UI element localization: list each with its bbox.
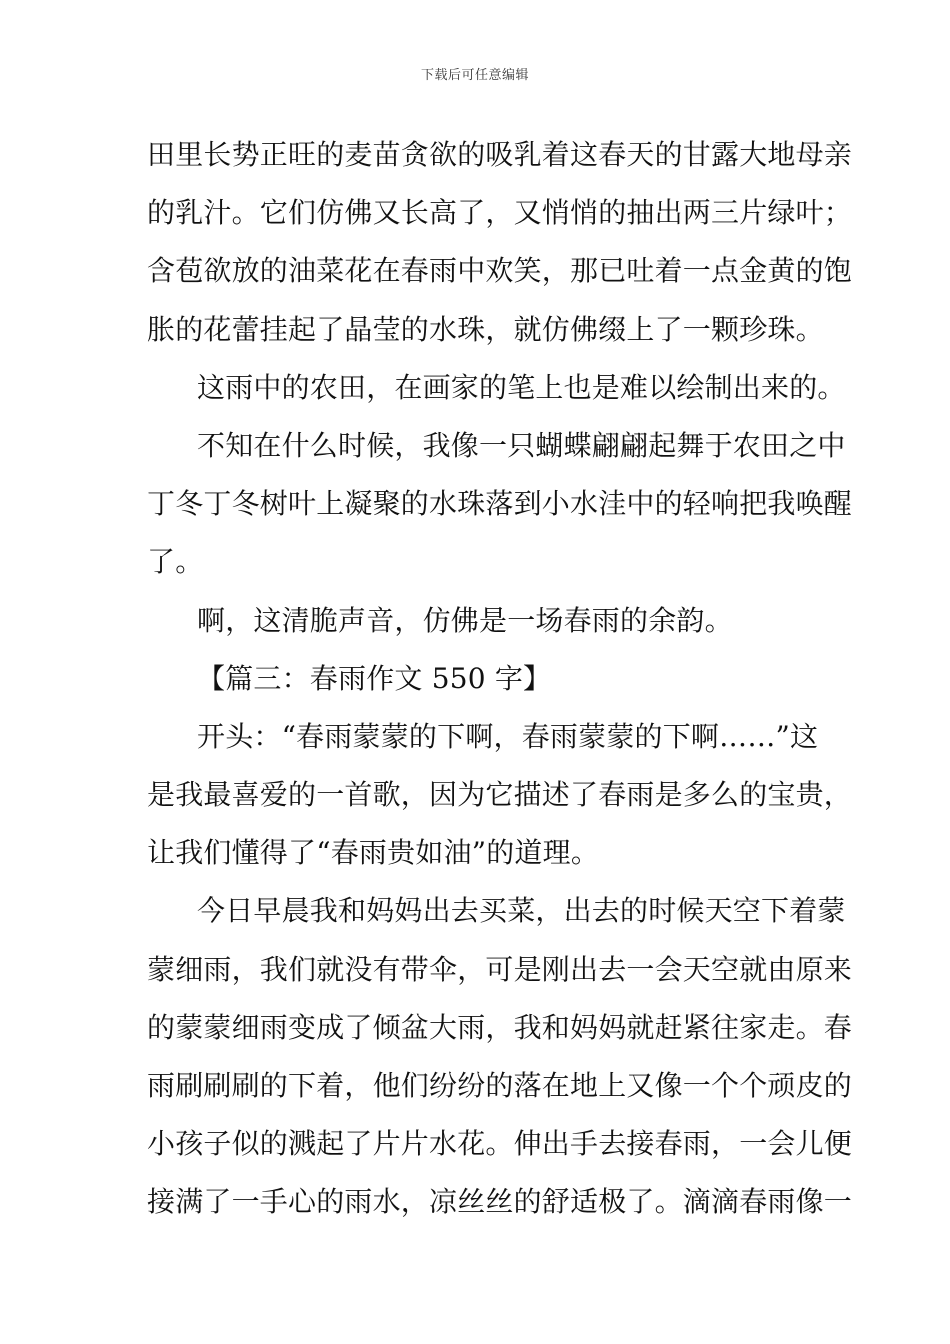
text-line: 啊，这清脆声音，仿佛是一场春雨的余韵。 — [197, 603, 733, 637]
paragraph-1 — [147, 126, 853, 359]
text-line: 田里长势正旺的麦苗贪欲的吸乳着这春天的甘露大地母亲 — [147, 138, 853, 171]
text-line: 今日早晨我和妈妈出去买菜，出去的时候天空下着蒙 — [197, 894, 846, 928]
text-line: 丁冬丁冬树叶上凝聚的水珠落到小水洼中的轻响把我唤醒 — [147, 487, 853, 521]
text-line: 小孩子似的溅起了片片水花。伸出手去接春雨，一会儿便 — [147, 1127, 853, 1161]
text-line: 的蒙蒙细雨变成了倾盆大雨，我和妈妈就赶紧往家走。春 — [147, 1010, 853, 1044]
text-line: 胀的花蕾挂起了晶莹的水珠，就仿佛缀上了一颗珍珠。 — [147, 312, 824, 346]
text-line: 不知在什么时候，我像一只蝴蝶翩翩起舞于农田之中 — [197, 428, 846, 462]
text-line: 让我们懂得了“春雨贵如油”的道理。 — [147, 836, 600, 870]
page-header: 下载后可任意编辑 — [420, 68, 529, 83]
text-line: 开头：“春雨蒙蒙的下啊，春雨蒙蒙的下啊……”这 — [197, 719, 819, 753]
paragraph-6 — [147, 708, 853, 883]
section-heading — [147, 650, 807, 708]
text-line: 了。 — [147, 545, 204, 579]
document-body — [147, 126, 853, 1232]
text-line: 的乳汁。它们仿佛又长高了，又悄悄的抽出两三片绿叶； — [147, 196, 853, 230]
paragraph-2 — [147, 359, 846, 417]
text-line: 蒙细雨，我们就没有带伞，可是刚出去一会天空就由原来 — [147, 952, 853, 986]
text-line: 是我最喜爱的一首歌，因为它描述了春雨是多么的宝贵， — [147, 778, 853, 812]
text-line: 这雨中的农田，在画家的笔上也是难以绘制出来的。 — [197, 370, 846, 404]
text-line: 雨刷刷刷的下着，他们纷纷的落在地上又像一个个顽皮的 — [147, 1069, 853, 1102]
text-line: 含苞欲放的油菜花在春雨中欢笑，那已吐着一点金黄的饱 — [147, 254, 853, 288]
text-line: 接满了一手心的雨水，凉丝丝的舒适极了。滴滴春雨像一 — [147, 1185, 853, 1219]
paragraph-3 — [147, 417, 853, 592]
paragraph-4 — [147, 592, 807, 650]
section-title: 【篇三：春雨作文 550 字】 — [197, 661, 552, 695]
paragraph-7 — [147, 882, 853, 1231]
